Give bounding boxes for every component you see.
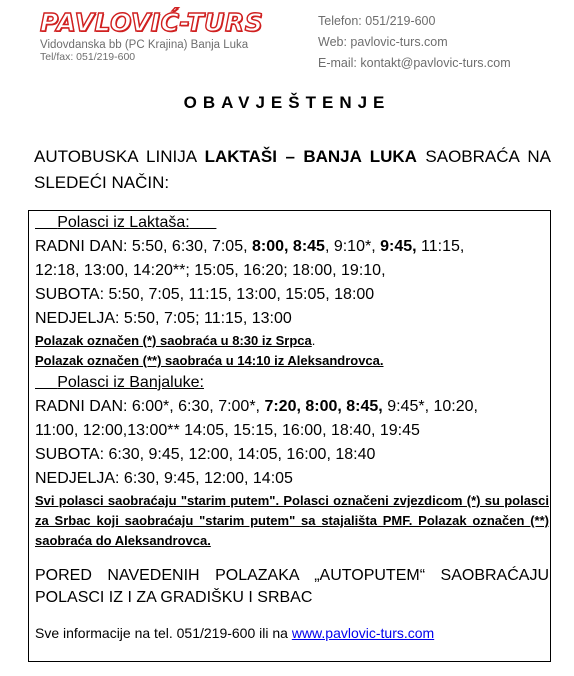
- banjaluka-workday-line-2: 11:00, 12:00,13:00** 14:05, 15:15, 16:00, 18:40, 19:45: [35, 422, 420, 439]
- banjaluka-sunday: NEDJELJA: 6:30, 9:45, 12:00, 14:05: [35, 470, 293, 487]
- laktasi-workday-a: RADNI DAN: 5:50, 6:30, 7:05,: [35, 238, 252, 255]
- contact-email: E-mail: kontakt@pavlovic-turs.com: [318, 56, 511, 70]
- info-text: Sve informacije na tel. 051/219-600 ili na: [35, 625, 292, 641]
- intro-suffix: SAOBRAĆA NA SLEDEĆI NAČIN:: [34, 147, 551, 192]
- laktasi-workday-c: , 9:10*,: [324, 238, 381, 255]
- intro-prefix: AUTOBUSKA LINIJA: [34, 147, 205, 166]
- website-link[interactable]: www.pavlovic-turs.com: [291, 625, 435, 641]
- laktasi-note-1-end: .: [311, 333, 316, 348]
- company-telfax: Tel/fax: 051/219-600: [40, 51, 136, 63]
- intro-route: LAKTAŠI – BANJA LUKA: [204, 147, 417, 166]
- banjaluka-note: Svi polasci saobraćaju "starim putem". Polasci označeni zvjezdicom (*) su polasci za Srbac koji saobraćaju "starim putem" sa stajališta PMF. Polazak označen (**) saobraća do Aleksandrovca.: [35, 493, 549, 548]
- banjaluka-heading-text: Polasci iz Banjaluke:: [57, 374, 204, 391]
- company-address: Vidovdanska bb (PC Krajina) Banja Luka: [40, 39, 249, 51]
- banjaluka-workday-a: RADNI DAN: 6:00*, 6:30, 7:00*,: [35, 398, 265, 415]
- banjaluka-workday-c: 9:45*, 10:20,: [382, 398, 478, 415]
- contact-web: Web: pavlovic-turs.com: [318, 35, 448, 49]
- laktasi-workday-bold-1: 8:00, 8:45: [252, 238, 325, 255]
- laktasi-heading-text: Polasci iz Laktaša:: [57, 214, 190, 231]
- laktasi-note-2: Polazak označen (**) saobraća u 14:10 iz Aleksandrovca.: [35, 353, 384, 368]
- letterhead: [0, 0, 574, 80]
- intro-paragraph: [34, 144, 551, 196]
- contact-phone: Telefon: 051/219-600: [318, 14, 436, 28]
- banjaluka-workday-bold: 7:20, 8:00, 8:45,: [264, 398, 383, 415]
- company-logo: PAVLOVIĆ-TURS: [40, 8, 264, 37]
- banjaluka-heading: [35, 371, 549, 395]
- laktasi-workday-bold-2: 9:45,: [380, 238, 417, 255]
- info-line: [35, 623, 549, 643]
- laktasi-note-1-text: Polazak označen (*) saobraća u 8:30 iz Srpca: [35, 333, 312, 348]
- laktasi-sunday: NEDJELJA: 5:50, 7:05; 11:15, 13:00: [35, 310, 292, 327]
- laktasi-workday-line-2: 12:18, 13:00, 14:20**; 15:05, 16:20; 18:00, 19:10,: [35, 262, 386, 279]
- page-title: OBAVJEŠTENJE: [183, 93, 391, 112]
- laktasi-saturday: SUBOTA: 5:50, 7:05, 11:15, 13:00, 15:05, 18:00: [35, 286, 375, 303]
- laktasi-workday-d: 11:15,: [416, 238, 465, 255]
- timetable-content: [35, 211, 549, 643]
- highway-notice: PORED NAVEDENIH POLAZAKA „AUTOPUTEM“ SAOBRAĆAJU POLASCI IZ I ZA GRADIŠKU I SRBAC: [35, 567, 549, 606]
- timetable-box: [28, 210, 551, 662]
- banjaluka-saturday: SUBOTA: 6:30, 9:45, 12:00, 14:05, 16:00, 18:40: [35, 446, 376, 463]
- banjaluka-workday-line-1: [35, 395, 549, 419]
- laktasi-note-1: [35, 331, 549, 351]
- laktasi-workday-line-1: [35, 235, 549, 259]
- laktasi-heading: [35, 211, 549, 235]
- contact-block: [318, 11, 511, 74]
